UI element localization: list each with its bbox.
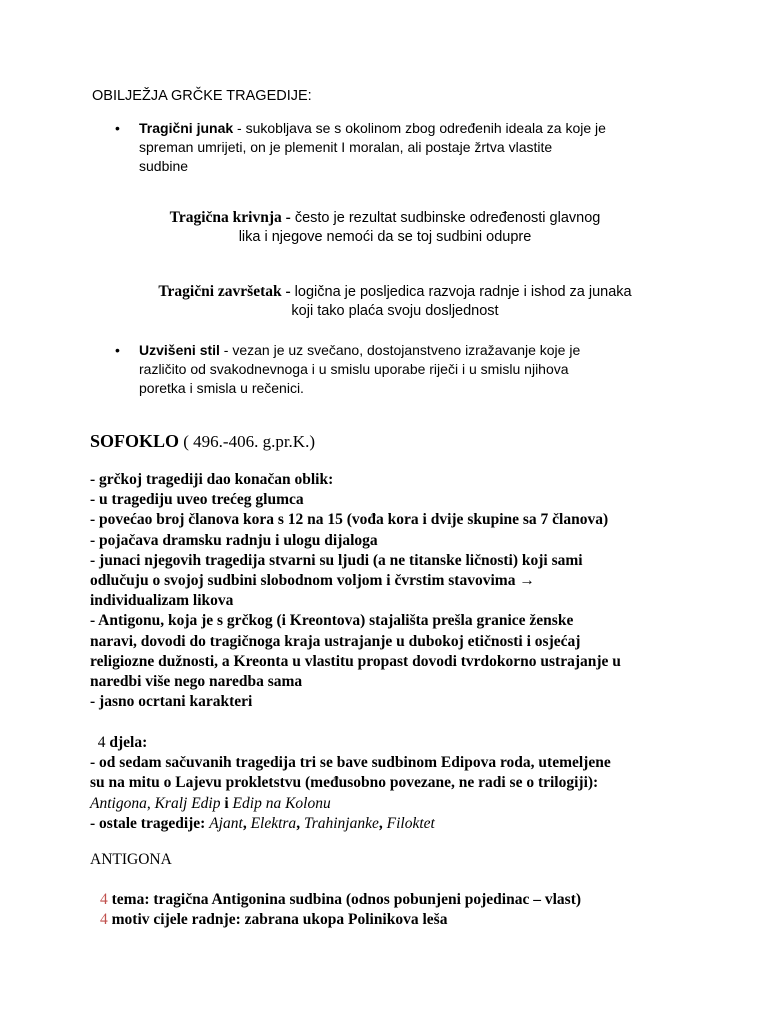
work-title: Kralj Edip <box>154 794 221 812</box>
list-item: - povećao broj članova kora s 12 na 15 (vođa kora i dvije skupine sa 7 članova) <box>90 511 609 529</box>
sofoklo-facts <box>90 470 690 712</box>
list-item: - grčkoj tragediji dao konačan oblik: <box>90 471 334 488</box>
other-tragedies: - ostale tragedije: Ajant, Elektra, Trahinjanke, Filoktet <box>90 814 435 832</box>
bullet-dot: • <box>115 342 120 358</box>
list-item: 4 motiv cijele radnje: zabrana ukopa Polinikova leša <box>100 911 448 929</box>
list-item: - Antigonu, koja je s grčkog (i Kreontova) stajališta prešla granice ženske <box>90 612 574 630</box>
term: Tragični junak <box>139 120 234 136</box>
list-item: 4 tema: tragična Antigonina sudbina (odnos pobunjeni pojedinac – vlast) <box>100 891 582 908</box>
antigona-facts <box>100 890 700 930</box>
list-item: naredbi više nego naredba sama <box>90 673 303 691</box>
term: Tragična krivnja - <box>169 209 291 226</box>
list-item: naravi, dovodi do tragičnoga kraja ustrajanje u dubokoj etičnosti i osjećaj <box>90 632 581 650</box>
list-item: individualizam likova <box>90 592 234 610</box>
list-item: - junaci njegovih tragedija stvarni su ljudi (a ne titanske ličnosti) koji sami <box>90 551 583 569</box>
work-title: Elektra <box>250 814 297 832</box>
list-item: religiozne dužnosti, a Kreonta u vlastitu propast dovodi tvrdokorno ustrajanje u <box>90 652 621 670</box>
tragicna-krivnja: Tragična krivnja - često je rezultat sudbinske određenosti glavnog lika i njegove nemoći da se toj sudbini odupre <box>169 209 601 245</box>
list-item: - pojačava dramsku radnju i ulogu dijaloga <box>90 531 378 549</box>
djela-section: 4 djela: - od sedam sačuvanih tragedija tri se bave sudbinom Edipova roda, utemeljene su na mitu o Lajevu prokletstvu (međusobno povezane, ne radi se o trilogiji): Antigona, Kralj Edip i Edip na Kolonu - ostale tragedije: Ajant, Elektra, Trahinjanke, Filoktet <box>90 733 690 834</box>
tragicni-zavrsetak: Tragični završetak - logična je posljedica razvoja radnje i ishod za junaka koji tako plaća svoju dosljednost <box>158 283 632 319</box>
term: Tragični završetak - <box>158 283 291 300</box>
section-title-antigona: ANTIGONA <box>90 851 172 868</box>
work-title: Antigona <box>90 794 147 812</box>
bullet-uzviseni-stil: • Uzvišeni stil - vezan je uz svečano, dostojanstveno izražavanje koje je različito od svakodnevnoga i u smislu uporabe riječi i u smislu njihova poretka i smisla u rečenici. <box>115 342 581 396</box>
works-edipov-ciklus: Antigona, Kralj Edip i Edip na Kolonu <box>90 794 331 812</box>
section-title-sofoklo: SOFOKLO ( 496.-406. g.pr.K.) <box>90 431 315 451</box>
list-marker: 4 <box>97 734 106 751</box>
work-title: Trahinjanke <box>303 814 379 832</box>
bullet-tragicni-junak: • Tragični junak - sukobljava se s okolinom zbog određenih ideala za koje je spreman umrijeti, on je plemenit I moralan, ali postaje žrtva vlastite sudbine <box>115 120 606 174</box>
list-marker: 4 <box>100 911 108 929</box>
work-title: Edip na Kolonu <box>232 794 331 812</box>
page-heading: OBILJEŽJA GRČKE TRAGEDIJE: <box>92 88 312 104</box>
list-item: - jasno ocrtani karakteri <box>90 693 253 711</box>
list-item: - u tragediju uveo trećeg glumca <box>90 491 304 509</box>
list-item: odlučuju o svojoj sudbini slobodnom voljom i čvrstim stavovima → <box>90 572 535 590</box>
term: Uzvišeni stil <box>139 342 220 358</box>
bullet-dot: • <box>115 120 120 136</box>
work-title: Ajant <box>209 814 243 832</box>
work-title: Filoktet <box>386 814 435 832</box>
list-marker: 4 <box>100 891 108 908</box>
